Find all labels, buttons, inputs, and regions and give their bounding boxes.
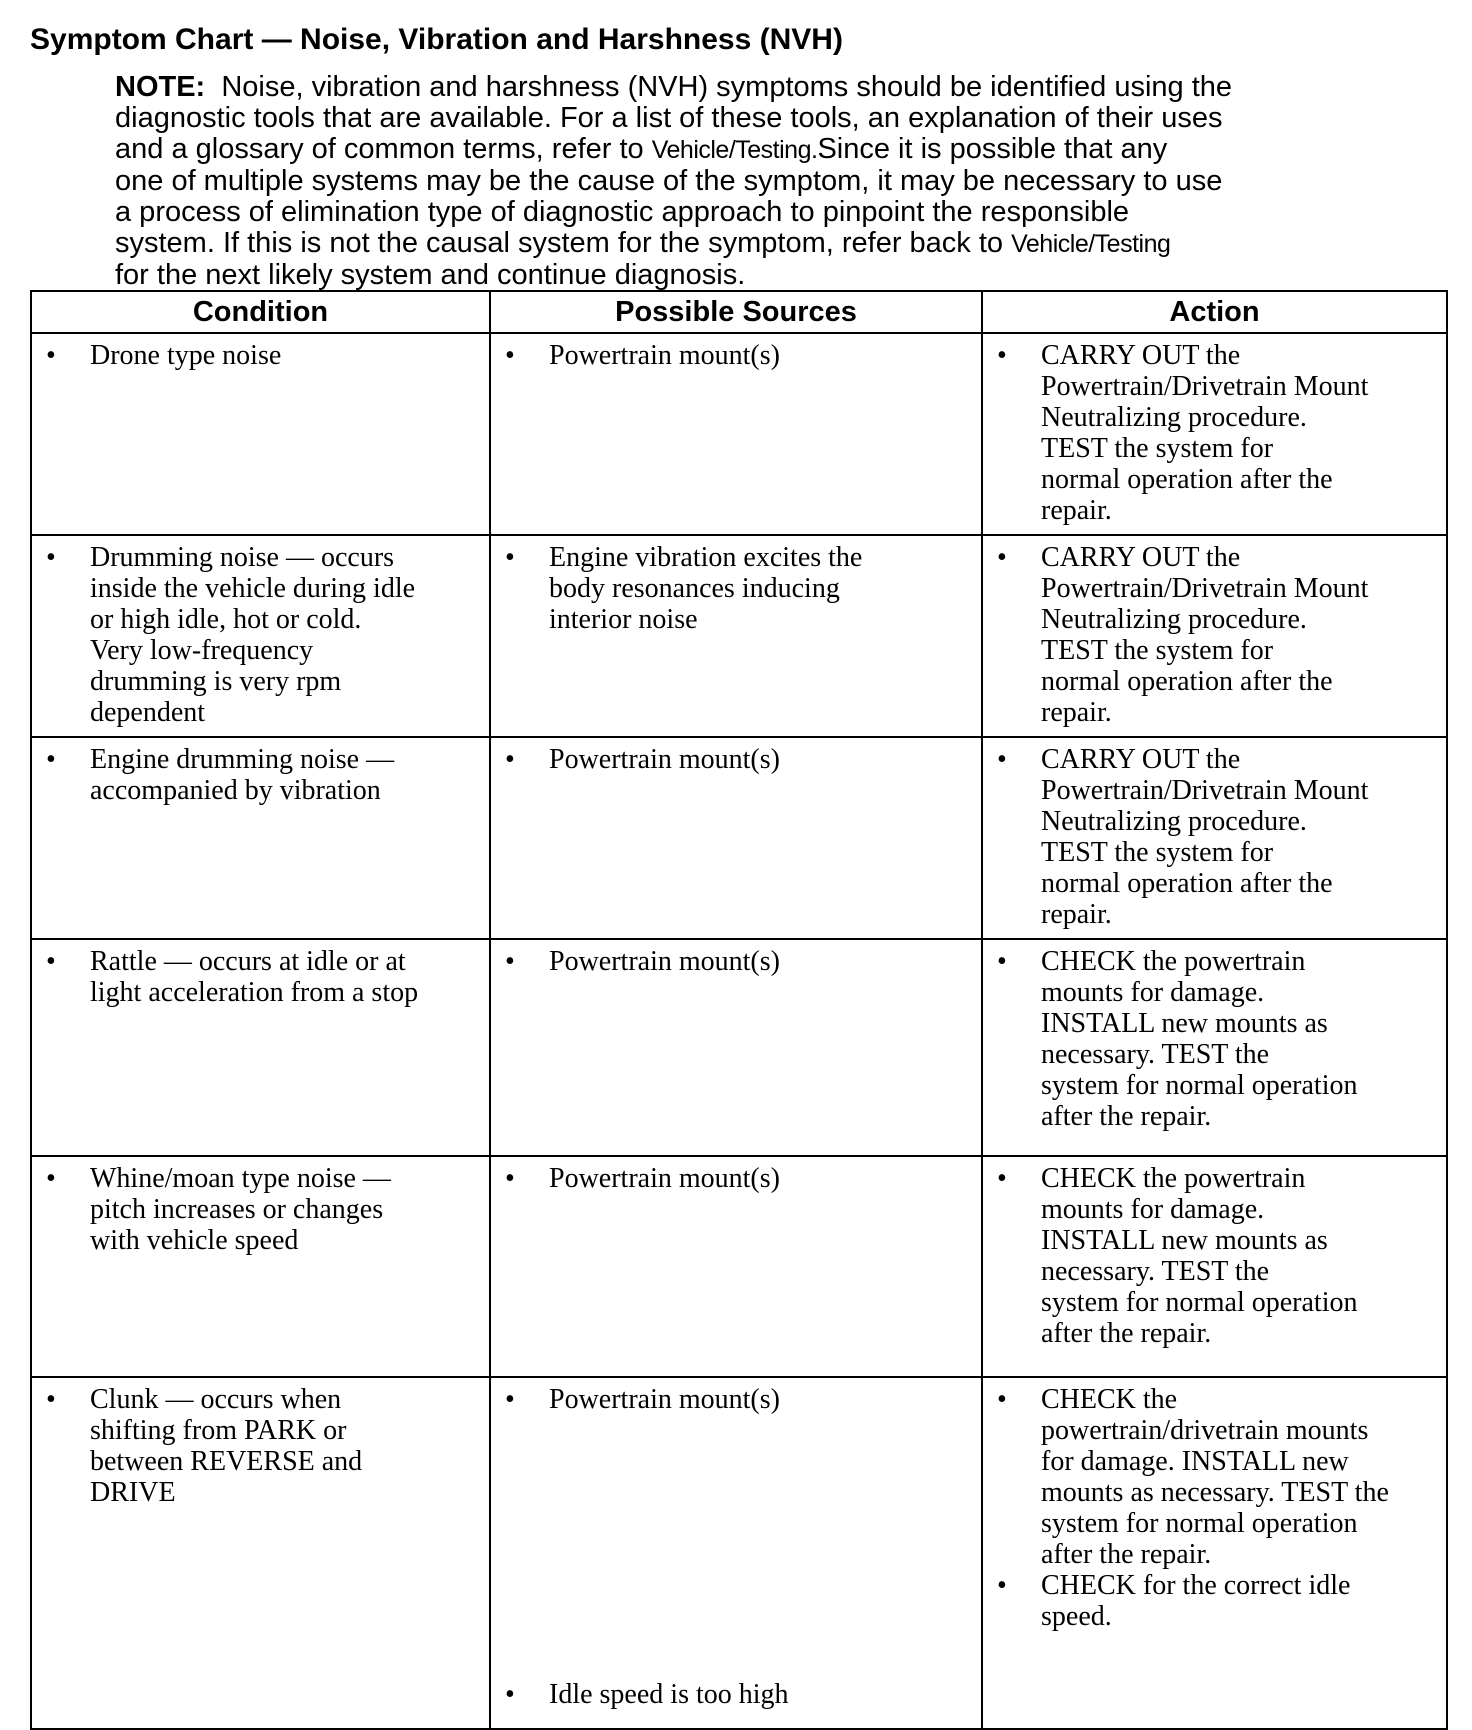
bullet-symbol: • xyxy=(997,1163,1007,1194)
note-text: Noise, vibration and harshness (NVH) symptoms should be identified using the xyxy=(221,71,1233,103)
action-cell xyxy=(982,333,1447,535)
source-cell xyxy=(490,939,982,1156)
bullet-item xyxy=(503,1163,963,1194)
bullet-symbol: • xyxy=(997,744,1007,775)
condition-text: Clunk — occurs when shifting from PARK or between REVERSE and DRIVE xyxy=(90,1384,363,1508)
bullet-symbol: • xyxy=(505,1163,515,1194)
bullet-item xyxy=(995,744,1428,930)
condition-text: Drone type noise xyxy=(90,340,282,371)
note-line: diagnostic tools that are available. For a list of these tools, an explanation of their uses xyxy=(115,102,1223,134)
bullet-symbol: • xyxy=(505,542,515,573)
condition-text: Drumming noise — occurs inside the vehicle during idle or high idle, hot or cold. Very low-frequency drumming is very rpm dependent xyxy=(90,542,416,728)
note-line xyxy=(115,72,1345,103)
action-text: CARRY OUT the Powertrain/Drivetrain Mount Neutralizing procedure. TEST the system for normal operation after the repair. xyxy=(1041,340,1369,526)
bullet-item xyxy=(44,1384,471,1508)
section-heading: Symptom Chart — Noise, Vibration and Harshness (NVH) xyxy=(30,23,843,56)
condition-text: Rattle — occurs at idle or at light acceleration from a stop xyxy=(90,946,419,1008)
table-row xyxy=(31,535,1447,737)
action-text: CARRY OUT the Powertrain/Drivetrain Mount Neutralizing procedure. TEST the system for normal operation after the repair. xyxy=(1041,744,1369,930)
action-text: CARRY OUT the Powertrain/Drivetrain Mount Neutralizing procedure. TEST the system for normal operation after the repair. xyxy=(1041,542,1369,728)
note-line: a process of elimination type of diagnostic approach to pinpoint the responsible xyxy=(115,196,1130,228)
note-paragraph xyxy=(115,72,1345,291)
bullet-item xyxy=(503,1384,963,1415)
bullet-item xyxy=(44,946,471,1008)
vehicle-testing-reference: Vehicle/Testing xyxy=(1011,230,1171,258)
action-text: CHECK the powertrain mounts for damage. INSTALL new mounts as necessary. TEST the system for normal operation after the repair. xyxy=(1041,946,1358,1132)
bullet-symbol: • xyxy=(46,946,56,977)
condition-cell xyxy=(31,939,490,1156)
bullet-item xyxy=(503,542,963,635)
table-row xyxy=(31,1156,1447,1377)
bullet-item xyxy=(995,1384,1428,1570)
bullet-item xyxy=(503,340,963,371)
table-header-row xyxy=(31,291,1447,333)
bullet-item xyxy=(995,542,1428,728)
bullet-item xyxy=(503,946,963,977)
bullet-symbol: • xyxy=(46,340,56,371)
bullet-symbol: • xyxy=(997,1384,1007,1415)
bullet-symbol: • xyxy=(505,340,515,371)
source-text: Powertrain mount(s) xyxy=(549,340,780,371)
table-row xyxy=(31,1377,1447,1729)
action-cell xyxy=(982,1377,1447,1729)
bullet-item xyxy=(995,1570,1428,1632)
note-text: and a glossary of common terms, refer to xyxy=(115,133,644,165)
action-cell xyxy=(982,535,1447,737)
source-cell xyxy=(490,333,982,535)
bullet-item xyxy=(44,340,471,371)
bullet-item xyxy=(44,1163,471,1256)
bullet-item xyxy=(44,744,471,806)
bullet-symbol: • xyxy=(46,1163,56,1194)
bullet-symbol: • xyxy=(505,744,515,775)
condition-text: Engine drumming noise — accompanied by vibration xyxy=(90,744,395,806)
possible-sources-column-header: Possible Sources xyxy=(490,291,982,333)
bullet-symbol: • xyxy=(505,946,515,977)
condition-text: Whine/moan type noise — pitch increases or changes with vehicle speed xyxy=(90,1163,391,1256)
action-text: CHECK the powertrain mounts for damage. INSTALL new mounts as necessary. TEST the system for normal operation after the repair. xyxy=(1041,1163,1358,1349)
condition-cell xyxy=(31,535,490,737)
bullet-symbol: • xyxy=(505,1679,515,1710)
note-line xyxy=(115,134,1345,166)
bullet-symbol: • xyxy=(997,542,1007,573)
vehicle-testing-reference: Vehicle/Testing. xyxy=(651,136,818,164)
action-text: CHECK the powertrain/drivetrain mounts for damage. INSTALL new mounts as necessary. TEST the system for normal operation after the repair. xyxy=(1041,1384,1389,1570)
source-text: Engine vibration excites the body resonances inducing interior noise xyxy=(549,542,863,635)
bullet-item xyxy=(44,542,471,728)
note-text: system. If this is not the causal system for the symptom, refer back to xyxy=(115,227,1004,259)
source-cell xyxy=(490,737,982,939)
note-line xyxy=(115,228,1345,260)
bullet-item xyxy=(503,744,963,775)
condition-column-header: Condition xyxy=(31,291,490,333)
source-text: Powertrain mount(s) xyxy=(549,946,780,977)
source-text: Powertrain mount(s) xyxy=(549,744,780,775)
bullet-symbol: • xyxy=(46,744,56,775)
condition-cell xyxy=(31,333,490,535)
action-cell xyxy=(982,1156,1447,1377)
note-line: one of multiple systems may be the cause of the symptom, it may be necessary to use xyxy=(115,165,1223,197)
source-cell xyxy=(490,1377,982,1729)
table-row xyxy=(31,939,1447,1156)
source-cell xyxy=(490,535,982,737)
bullet-item xyxy=(995,946,1428,1132)
table-row xyxy=(31,333,1447,535)
note-label: NOTE: xyxy=(115,71,206,103)
table-row xyxy=(31,737,1447,939)
bullet-symbol: • xyxy=(997,1570,1007,1601)
action-column-header: Action xyxy=(982,291,1447,333)
bullet-symbol: • xyxy=(997,340,1007,371)
source-text: Powertrain mount(s) xyxy=(549,1163,780,1194)
source-text: Idle speed is too high xyxy=(549,1679,789,1710)
action-cell xyxy=(982,737,1447,939)
note-line: for the next likely system and continue diagnosis. xyxy=(115,259,746,291)
bullet-symbol: • xyxy=(46,1384,56,1415)
bullet-item xyxy=(995,1163,1428,1349)
action-cell xyxy=(982,939,1447,1156)
condition-cell xyxy=(31,737,490,939)
action-text: CHECK for the correct idle speed. xyxy=(1041,1570,1351,1632)
source-cell xyxy=(490,1156,982,1377)
symptom-chart-table xyxy=(30,290,1448,1730)
source-text: Powertrain mount(s) xyxy=(549,1384,780,1415)
condition-cell xyxy=(31,1156,490,1377)
bullet-item xyxy=(995,340,1428,526)
bullet-symbol: • xyxy=(46,542,56,573)
bullet-symbol: • xyxy=(505,1384,515,1415)
bullet-symbol: • xyxy=(997,946,1007,977)
condition-cell xyxy=(31,1377,490,1729)
bullet-item xyxy=(503,1679,963,1710)
note-text: Since it is possible that any xyxy=(817,133,1168,165)
